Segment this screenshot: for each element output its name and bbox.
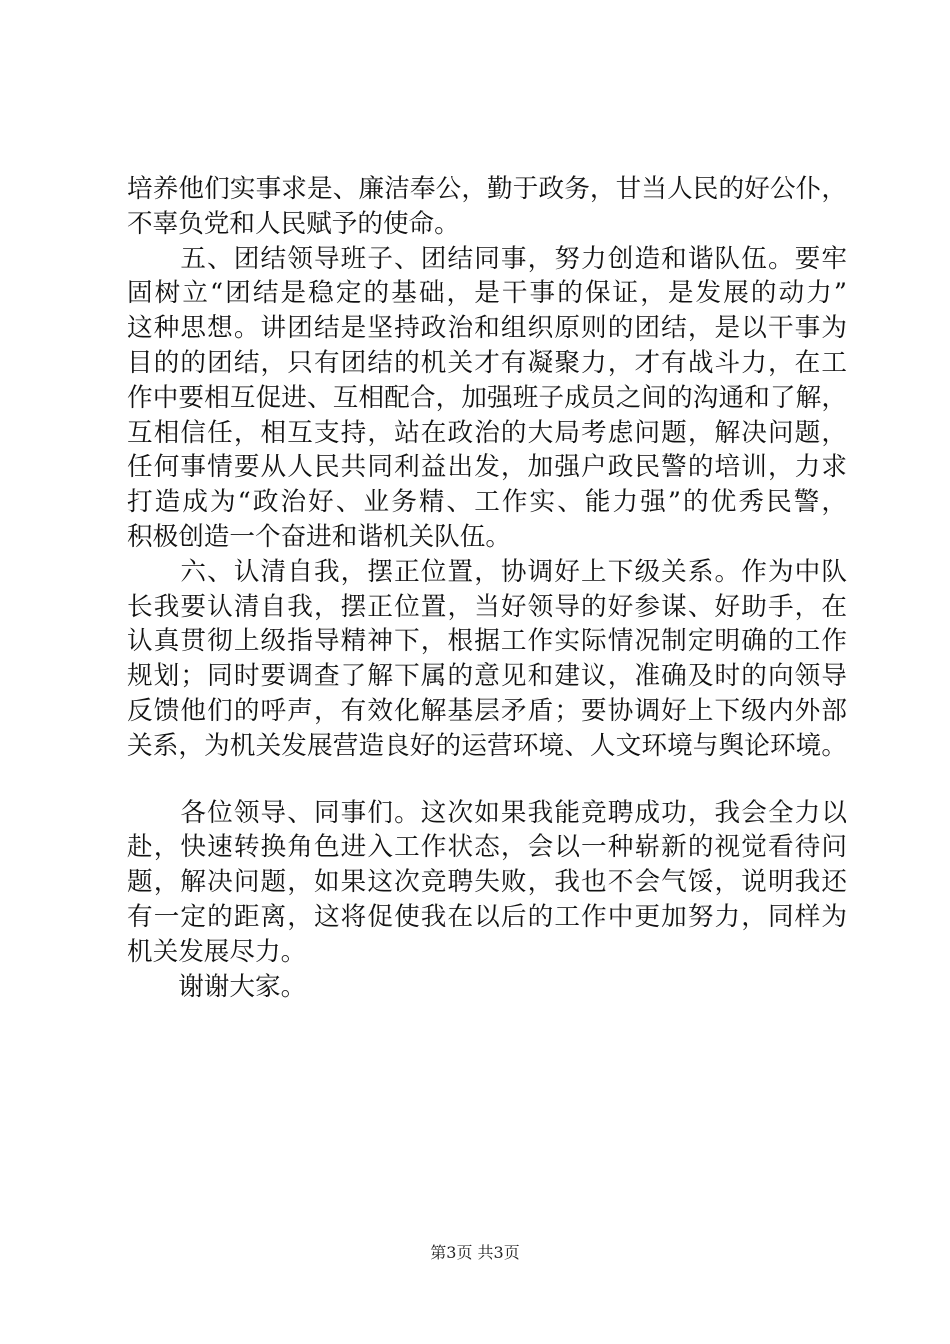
- paragraph-1: [127, 172, 847, 242]
- text-line: 互相信任，相互支持，站在政治的大局考虑问题，解决问题，: [127, 417, 847, 448]
- document-body: [127, 172, 847, 1004]
- text-line: 有一定的距离，这将促使我在以后的工作中更加努力，同样为: [127, 901, 847, 932]
- text-line: 关系，为机关发展营造良好的运营环境、人文环境与舆论环境。: [127, 730, 847, 761]
- paragraph-5: [127, 970, 847, 1005]
- paragraph-2: [127, 242, 847, 555]
- text-line: 这种思想。讲团结是坚持政治和组织原则的团结，是以干事为: [127, 313, 847, 344]
- paragraph-3: [127, 555, 847, 764]
- text-line: 培养他们实事求是、廉洁奉公，勤于政务，甘当人民的好公仆，: [127, 174, 847, 204]
- text-line: 赴，快速转换角色进入工作状态，会以一种崭新的视觉看待问: [127, 832, 847, 863]
- text-line: 题，解决问题，如果这次竞聘失败，我也不会气馁，说明我还: [127, 867, 847, 898]
- text-line: 固树立“团结是稳定的基础，是干事的保证，是发展的动力”: [127, 278, 847, 309]
- text-line: 谢谢大家。: [127, 971, 307, 1002]
- text-line: 长我要认清自我，摆正位置，当好领导的好参谋、好助手，在: [127, 591, 847, 622]
- text-line: 认真贯彻上级指导精神下，根据工作实际情况制定明确的工作: [127, 626, 847, 657]
- text-line: 反馈他们的呼声，有效化解基层矛盾；要协调好上下级内外部: [127, 695, 847, 726]
- text-line: 各位领导、同事们。这次如果我能竞聘成功，我会全力以: [127, 797, 847, 828]
- page-number-footer: 第3页 共3页: [430, 1243, 520, 1262]
- text-line: 目的的团结，只有团结的机关才有凝聚力，才有战斗力，在工: [127, 347, 847, 378]
- text-line: 六、认清自我，摆正位置，协调好上下级关系。作为中队: [127, 556, 847, 587]
- text-line: 五、团结领导班子、团结同事，努力创造和谐队伍。要牢: [127, 243, 847, 274]
- text-line: 积极创造一个奋进和谐机关队伍。: [127, 521, 511, 552]
- text-line: 机关发展尽力。: [127, 936, 307, 967]
- paragraph-4: [127, 796, 847, 970]
- text-line: 作中要相互促进、互相配合，加强班子成员之间的沟通和了解，: [127, 382, 847, 413]
- text-line: 规划；同时要调查了解下属的意见和建议，准确及时的向领导: [127, 661, 847, 692]
- text-line: 不辜负党和人民赋予的使命。: [127, 208, 460, 239]
- text-line: 打造成为“政治好、业务精、工作实、能力强”的优秀民警，: [127, 487, 847, 518]
- paragraph-gap: [127, 764, 847, 796]
- text-line: 任何事情要从人民共同利益出发，加强户政民警的培训，力求: [127, 452, 847, 483]
